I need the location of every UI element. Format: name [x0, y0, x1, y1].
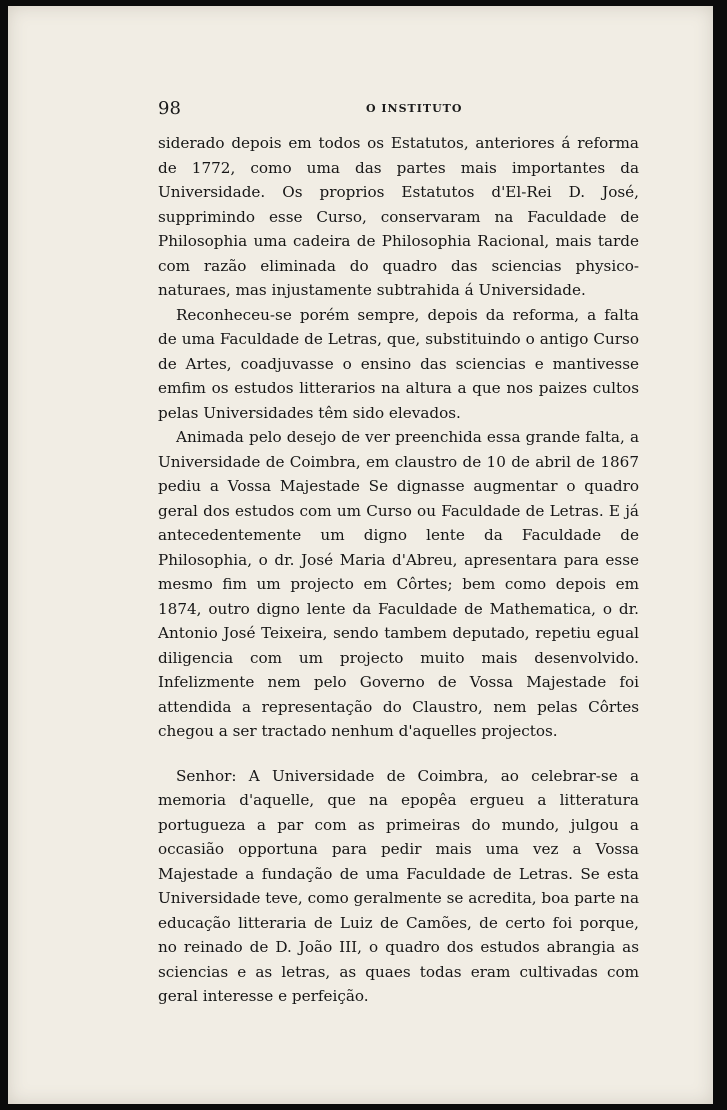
body-text: [158, 131, 639, 1009]
paragraph: Animada pelo desejo de ver preenchida essa grande falta, a Universidade de Coimbra, em claustro de 10 de abril de 1867 pediu a Vossa Majestade Se dignasse augmentar o quadro geral dos estudos com um Curso ou Faculdade de Letras. E já antecedentemente um digno lente da Faculdade de Philosophia, o dr. José Maria d'Abreu, apresentara para esse mesmo fim um projecto em Côrtes; bem como depois em 1874, outro digno lente da Faculdade de Mathematica, o dr. Antonio José Teixeira, sendo tambem deputado, repetiu egual diligencia com um projecto muito mais desenvolvido. Infelizmente nem pelo Governo de Vossa Majestade foi attendida a representação do Claustro, nem pelas Côrtes chegou a ser tractado nenhum d'aquelles projectos.: [158, 428, 639, 740]
page-header: [158, 98, 638, 122]
page-number: 98: [158, 98, 181, 119]
book-page: [8, 6, 713, 1104]
paragraph-continued: siderado depois em todos os Estatutos, anteriores á reforma de 1772, como uma das partes mais importantes da Universidade. Os proprios Estatutos d'El-Rei D. José, supprimindo esse Curso, conservaram na Faculdade de Philosophia uma cadeira de Philosophia Racional, mais tarde com razão eliminada do quadro das sciencias physico-naturaes, mas injustamente subtrahida á Universidade.: [158, 134, 639, 299]
paragraph: Senhor: A Universidade de Coimbra, ao celebrar-se a memoria d'aquelle, que na epopêa ergueu a litteratura portugueza a par com as primeiras do mundo, julgou a occasião opportuna para pedir mais uma vez a Vossa Majestade a fundação de uma Faculdade de Letras. Se esta Universidade teve, como geralmente se acredita, boa parte na educação litteraria de Luiz de Camões, de certo foi porque, no reinado de D. João III, o quadro dos estudos abrangia as sciencias e as letras, as quaes todas eram cultivadas com geral interesse e perfeição.: [158, 766, 639, 1005]
paragraph: Reconheceu-se porém sempre, depois da reforma, a falta de uma Faculdade de Letras, que, substituindo o antigo Curso de Artes, coadjuvasse o ensino das sciencias e mantivesse emfim os estudos litterarios na altura a que nos paizes cultos pelas Universidades têm sido elevados.: [158, 305, 639, 422]
running-title: O INSTITUTO: [366, 102, 463, 115]
